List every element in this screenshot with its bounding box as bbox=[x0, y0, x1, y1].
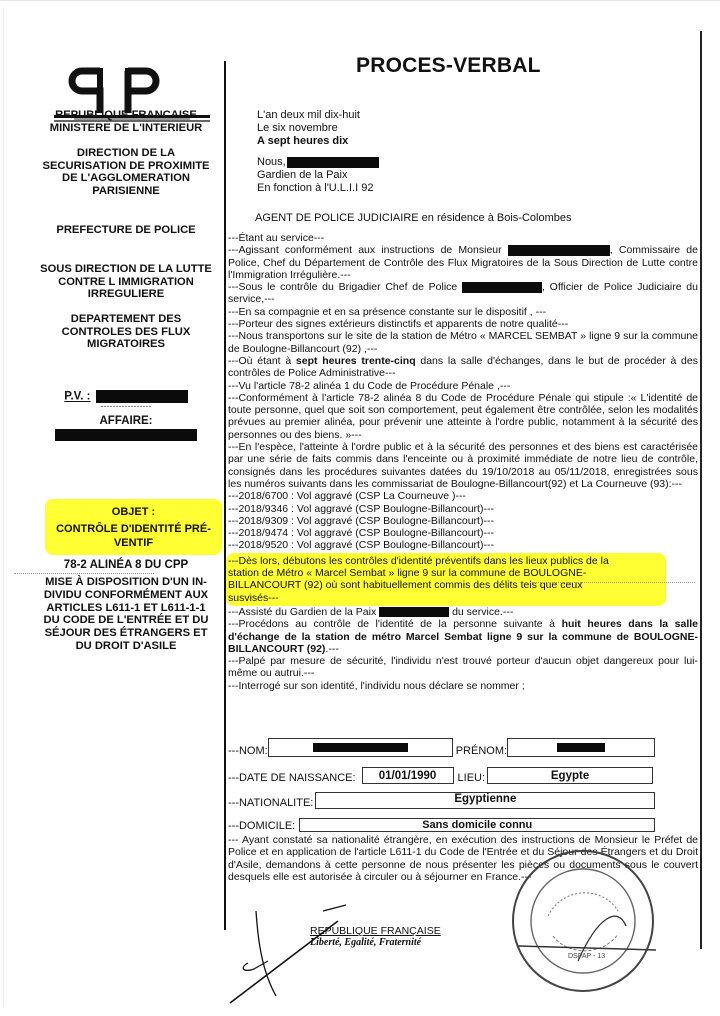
signature-icon bbox=[228, 901, 348, 1016]
text: .--- bbox=[325, 642, 339, 655]
redacted-officer-name bbox=[287, 157, 379, 168]
redacted-nom bbox=[313, 743, 408, 752]
objet-highlight bbox=[45, 499, 222, 555]
year-line: L'an deux mil dix-huit bbox=[257, 109, 360, 121]
date-block bbox=[257, 109, 360, 148]
departement-block bbox=[30, 313, 222, 351]
nom-field bbox=[268, 738, 453, 757]
prenom-field bbox=[507, 738, 655, 757]
ministry-line: MINISTERE DE L'INTERIEUR bbox=[49, 121, 203, 134]
paragraph: ---Porteur des signes extérieurs distinctifs et apparents de notre qualité--- bbox=[228, 318, 569, 331]
footer-devise: Liberté, Egalité, Fraternité bbox=[310, 937, 422, 948]
separator: ----------------- bbox=[100, 401, 152, 411]
paragraph: ---En sa compagnie et en sa présence constante sur le dispositif , --- bbox=[228, 305, 547, 318]
hl-line: ---Dès lors, débutons les contrôles d'identité préventifs dans les lieux publics de la bbox=[228, 554, 609, 567]
mad-line: DIVIDU CONFORMÉMENT AUX bbox=[43, 588, 209, 601]
objet-value: VENTIF bbox=[113, 537, 154, 549]
prenom-label: PRÉNOM: bbox=[455, 745, 508, 757]
nationalite-field: Egyptienne bbox=[315, 792, 655, 809]
dob-field: 01/01/1990 bbox=[362, 767, 454, 784]
scan-noise bbox=[530, 582, 695, 585]
text-bold: huit heures dans la salle d'échange de la station de métro Marcel Sembat ligne 9 sur la commune de BOULOGNE-BILLANCOURT (92) bbox=[228, 618, 699, 655]
case-item: ---2018/9474 : Vol aggravé (CSP Boulogne-Billancourt)--- bbox=[228, 527, 494, 540]
affaire-row bbox=[30, 429, 222, 441]
rank-line: Gardien de la Paix bbox=[257, 169, 348, 181]
departement-line: DEPARTEMENT DES bbox=[70, 313, 182, 325]
article-ref: 78-2 ALINÉA 8 DU CPP bbox=[63, 559, 189, 571]
departement-line: MIGRATOIRES bbox=[87, 338, 165, 351]
objet-value: CONTRÔLE D'IDENTITÉ PRÉ- bbox=[56, 523, 211, 535]
affaire-label: AFFAIRE: bbox=[99, 415, 153, 427]
document-title: PROCES-VERBAL bbox=[356, 54, 541, 77]
direction-block bbox=[30, 147, 222, 197]
text: , Officier de Police Judiciaire du service,--- bbox=[228, 281, 698, 306]
hl-line: BILLANCOURT (92) où sont habituellement commis des délits tels que ceux bbox=[228, 579, 583, 592]
direction-line: SECURISATION DE PROXIMITE bbox=[42, 159, 210, 172]
direction-line: PARISIENNE bbox=[92, 184, 160, 197]
agent-line: AGENT DE POLICE JUDICIAIRE en résidence à Bois-Colombes bbox=[255, 212, 572, 224]
redacted-commissaire-name bbox=[508, 245, 610, 256]
mad-line: DU DROIT D'ASILE bbox=[75, 639, 177, 652]
stamp-code: DSPAP - 13 bbox=[568, 953, 606, 960]
sous-direction-line: IRREGULIERE bbox=[87, 288, 165, 301]
nationalite-row bbox=[228, 792, 655, 809]
mise-a-disposition-block bbox=[30, 576, 222, 653]
text: , Commissaire de Police, Chef du Département de Contrôle des Flux Migratoires de la Sous Direction de Lutte contre l'Immigration Irrégulière.--- bbox=[228, 244, 698, 281]
lieu-field: Egypte bbox=[487, 767, 653, 784]
ministry-block bbox=[30, 109, 222, 134]
footer-republique: REPUBLIQUE FRANÇAISE bbox=[310, 925, 441, 937]
lieu-label: LIEU: bbox=[457, 772, 486, 784]
pv-label: P.V. : bbox=[64, 390, 91, 403]
paragraph: --- Ayant constaté sa nationalité étrangère, en exécution des instructions de Monsieur le Préfet de Police et en application de l'article L611-1 du Code de l'Entrée et du Séjour des Étrangers et du Droit d'Asile, demandons à cette personne de nous présenter les pièces ou documents sous le couvert desquels elle est autorisée à circuler ou à séjourner en France.--- bbox=[228, 834, 698, 883]
text: ---Agissant conformément aux instructions de Monsieur bbox=[228, 244, 508, 257]
paragraph bbox=[228, 281, 698, 306]
nationalite-label: ---NATIONALITE: bbox=[228, 797, 314, 809]
direction-line: DE L'AGGLOMERATION bbox=[62, 172, 190, 185]
text-bold: sept heures trente-cinq bbox=[295, 354, 416, 367]
paragraph: ---En l'espèce, l'atteinte à l'ordre public et à la sécurité des personnes et des biens est caractérisée par une série de faits commis dans l'enceinte ou à proximité immédiate de notre lieu de contrôle, consignés dans les procédures suivantes datées du 19/10/2018 au 05/11/2018, enregistrées sous les numéros suivants dans les commissariat de Boulogne-Billancourt(92) et La Courneuve (93):--- bbox=[228, 441, 698, 490]
paragraph: ---Palpé par mesure de sécurité, l'individu n'est trouvé porteur d'aucun objet dangereux pour lui-même ou autrui.--- bbox=[228, 655, 698, 680]
official-stamp-icon bbox=[508, 846, 658, 1001]
paragraph: ---Conformément à l'article 78-2 alinéa 8 du Code de Procédure Pénale qui stipule :« L'identité de toute personne, quel que soit son comportement, peut également être contrôlée, selon les modalités prévues au premier alinéa, pour prévenir une atteinte à l'ordre public, notamment à la sécurité des personnes ou des biens. »--- bbox=[228, 391, 698, 441]
domicile-row bbox=[228, 818, 655, 832]
text: ---Assisté du Gardien de la Paix bbox=[228, 605, 380, 618]
hl-line: station de Métro « Marcel Sembat » ligne 9 sur la commune de BOULOGNE- bbox=[228, 567, 587, 580]
case-item: ---2018/9520 : Vol aggravé (CSP Boulogne-Billancourt)--- bbox=[228, 539, 494, 552]
page-edge bbox=[3, 7, 4, 1007]
nous-line bbox=[257, 156, 379, 169]
right-border bbox=[700, 31, 702, 949]
redacted-prenom bbox=[557, 743, 605, 752]
paragraph bbox=[228, 606, 698, 618]
redacted-gardien-name bbox=[379, 607, 449, 617]
text: ---Procédons au contrôle de l'identité de la personne suivante à bbox=[228, 618, 562, 631]
domicile-label: ---DOMICILE: bbox=[228, 820, 296, 832]
domicile-field: Sans domicile connu bbox=[299, 818, 655, 832]
sous-direction-block bbox=[30, 263, 222, 301]
column-divider bbox=[224, 101, 226, 856]
date-line: Le six novembre bbox=[257, 122, 338, 134]
nous-label: Nous, bbox=[257, 156, 286, 168]
nom-label: ---NOM: bbox=[228, 745, 268, 757]
column-divider bbox=[224, 61, 226, 101]
dob-label: ---DATE DE NAISSANCE: bbox=[228, 772, 356, 784]
case-item: ---2018/9346 : Vol aggravé (CSP Boulogne-Billancourt)--- bbox=[228, 502, 494, 515]
redacted-brigadier-name bbox=[462, 282, 542, 293]
case-item: ---2018/9309 : Vol aggravé (CSP Boulogne-Billancourt)--- bbox=[228, 514, 494, 527]
objet-label: OBJET : bbox=[111, 506, 156, 518]
paragraph: ---Interrogé sur son identité, l'individu nous déclare se nommer ; bbox=[228, 679, 525, 692]
paragraph: ---Nous transportons sur le site de la station de Métro « MARCEL SEMBAT » ligne 9 sur la commune de Boulogne-Billancourt (92) ,--- bbox=[228, 330, 698, 355]
paragraph: ---Vu l'article 78-2 alinéa 1 du Code de Procédure Pénale ,--- bbox=[228, 379, 511, 392]
ministry-line: REPUBLIQUE FRANCAISE bbox=[55, 109, 197, 121]
time-line: A sept heures dix bbox=[257, 135, 349, 147]
report-body bbox=[228, 232, 698, 692]
redacted-affaire bbox=[55, 429, 197, 441]
departement-line: CONTROLES DES FLUX bbox=[61, 325, 191, 338]
sous-direction-line: SOUS DIRECTION DE LA LUTTE bbox=[40, 263, 212, 275]
direction-line: DIRECTION DE LA bbox=[76, 147, 176, 159]
paragraph bbox=[228, 244, 698, 281]
text: ---Où étant à bbox=[228, 354, 296, 367]
sous-direction-line: CONTRE L IMMIGRATION bbox=[58, 275, 194, 288]
naissance-row bbox=[228, 767, 653, 784]
text: dans la salle d'échanges, dans le but de procéder à des contrôles de Police Administrative--- bbox=[228, 354, 698, 380]
paragraph bbox=[228, 618, 698, 655]
mad-line: ARTICLES L611-1 ET L611-1-1 bbox=[46, 601, 206, 614]
case-item: ---2018/6700 : Vol aggravé (CSP La Courneuve )--- bbox=[228, 490, 466, 503]
text: du service.--- bbox=[449, 605, 514, 618]
prefecture-label: PREFECTURE DE POLICE bbox=[56, 224, 196, 236]
hl-line: susvisés--- bbox=[228, 591, 279, 604]
highlighted-paragraph bbox=[226, 553, 666, 606]
mad-line: DU CODE DE L'ENTRÉE ET DU bbox=[43, 614, 209, 627]
text: ---Sous le contrôle du Brigadier Chef de Police bbox=[228, 281, 463, 294]
nom-row bbox=[228, 738, 655, 757]
officer-block bbox=[257, 156, 379, 195]
republique-footer bbox=[310, 925, 441, 948]
unit-line: En fonction à l'U.L.I.I 92 bbox=[257, 182, 374, 194]
paragraph bbox=[228, 355, 698, 380]
paragraph: ---Étant au service--- bbox=[228, 232, 325, 244]
mad-line: SÉJOUR DES ÉTRANGERS ET bbox=[44, 627, 208, 640]
mad-line: MISE À DISPOSITION D'UN IN- bbox=[45, 576, 207, 588]
column-divider-bottom bbox=[224, 836, 226, 930]
